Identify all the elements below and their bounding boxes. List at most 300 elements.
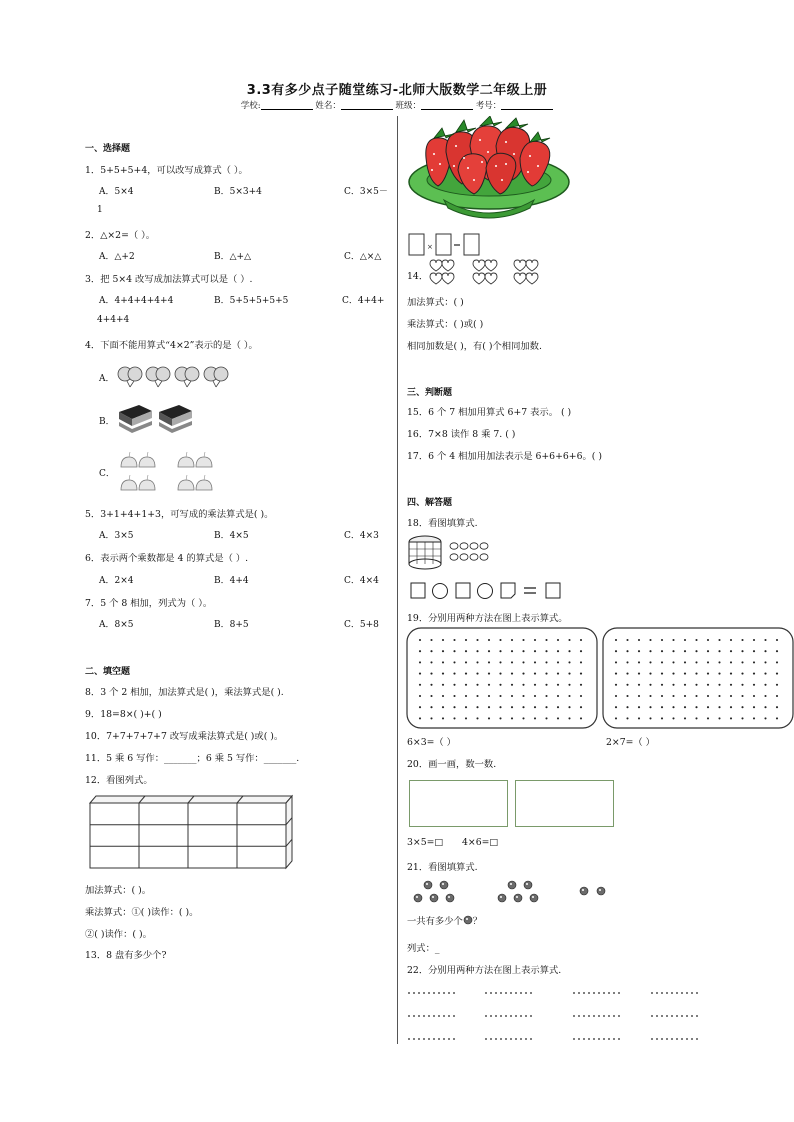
row-dot xyxy=(588,1038,590,1040)
grid-dot xyxy=(522,706,524,708)
grid-dot xyxy=(465,706,467,708)
row-dot xyxy=(453,1038,455,1040)
grid-dot xyxy=(476,695,478,697)
exam-no-blank[interactable] xyxy=(501,100,553,110)
grid-dot xyxy=(615,661,617,663)
q5-stem: 5．3+1+4+1+3，可写成的乘法算式是( )。 xyxy=(85,509,274,520)
row-dot xyxy=(510,992,512,994)
grid-dot xyxy=(499,684,501,686)
section-solve-heading: 四、解答题 xyxy=(407,498,453,508)
grid-dot xyxy=(545,684,547,686)
grid-dot xyxy=(695,650,697,652)
row-dot xyxy=(696,1015,698,1017)
q6-option-b[interactable]: B．4+4 xyxy=(214,576,249,586)
row-dot xyxy=(505,992,507,994)
row-dot xyxy=(578,992,580,994)
row-dot xyxy=(515,1015,517,1017)
row-dot xyxy=(573,992,575,994)
grid-dot xyxy=(695,673,697,675)
q1-option-b[interactable]: B．5×3+4 xyxy=(214,187,262,197)
grid-dot xyxy=(568,684,570,686)
grid-dot xyxy=(419,650,421,652)
grid-dot xyxy=(753,695,755,697)
q9-stem: 9．18=8×( )+( ) xyxy=(85,709,162,720)
grid-dot xyxy=(557,717,559,719)
grid-dot xyxy=(707,650,709,652)
q22-stem: 22．分别用两种方法在图上表示算式. xyxy=(407,965,562,976)
q18-answer-boxes[interactable] xyxy=(410,581,570,601)
grid-dot xyxy=(718,650,720,652)
q4-option-a[interactable]: A． xyxy=(99,374,115,384)
grid-dot xyxy=(764,695,766,697)
grid-dot xyxy=(730,695,732,697)
grid-dot xyxy=(534,695,536,697)
q22-dot-rows[interactable] xyxy=(408,985,708,1047)
grid-dot xyxy=(465,717,467,719)
row-dot xyxy=(530,992,532,994)
grid-dot xyxy=(557,706,559,708)
grid-dot xyxy=(557,639,559,641)
row-dot xyxy=(578,1038,580,1040)
grid-dot xyxy=(626,684,628,686)
grid-dot xyxy=(672,706,674,708)
q6-stem: 6．表示两个乘数都是 4 的算式是（ ）. xyxy=(85,553,249,564)
grid-dot xyxy=(534,684,536,686)
q8-stem: 8．3 个 2 相加，加法算式是( )，乘法算式是( ). xyxy=(85,687,284,698)
row-dot xyxy=(691,1015,693,1017)
row-dot xyxy=(573,1038,575,1040)
grid-dot xyxy=(568,717,570,719)
grid-dot xyxy=(476,706,478,708)
row-dot xyxy=(573,1015,575,1017)
row-dot xyxy=(676,1015,678,1017)
grid-dot xyxy=(499,639,501,641)
q3-option-b[interactable]: B．5+5+5+5+5 xyxy=(214,296,289,306)
row-dot xyxy=(448,992,450,994)
grid-dot xyxy=(695,695,697,697)
grid-dot xyxy=(776,661,778,663)
row-dot xyxy=(656,992,658,994)
q4-stem: 4．下面不能用算式“4×2”表示的是（ ）。 xyxy=(85,340,258,351)
q19-dot-grids[interactable] xyxy=(406,627,794,729)
grid-dot xyxy=(568,639,570,641)
q21-stem: 21．看图填算式. xyxy=(407,862,478,873)
grid-dot xyxy=(511,695,513,697)
row-dot xyxy=(428,1038,430,1040)
grid-dot xyxy=(707,717,709,719)
grid-dot xyxy=(776,684,778,686)
q4-b-books-image xyxy=(116,402,196,436)
grid-dot xyxy=(499,673,501,675)
q1-option-c-cont: 1 xyxy=(97,205,103,215)
row-dot xyxy=(520,1015,522,1017)
grid-dot xyxy=(684,706,686,708)
grid-dot xyxy=(488,706,490,708)
grid-dot xyxy=(557,661,559,663)
grid-dot xyxy=(661,684,663,686)
grid-dot xyxy=(649,706,651,708)
row-dot xyxy=(443,1038,445,1040)
row-dot xyxy=(428,992,430,994)
grid-dot xyxy=(453,661,455,663)
grid-dot xyxy=(534,706,536,708)
row-dot xyxy=(686,1015,688,1017)
row-dot xyxy=(530,1038,532,1040)
row-dot xyxy=(613,1038,615,1040)
grid-dot xyxy=(764,650,766,652)
grid-dot xyxy=(741,661,743,663)
row-dot xyxy=(525,1015,527,1017)
grid-dot xyxy=(465,695,467,697)
grid-dot xyxy=(442,661,444,663)
grid-dot xyxy=(488,684,490,686)
grid-dot xyxy=(615,706,617,708)
grid-dot xyxy=(580,695,582,697)
grid-dot xyxy=(534,673,536,675)
grid-dot xyxy=(430,706,432,708)
grid-dot xyxy=(741,695,743,697)
grid-dot xyxy=(626,650,628,652)
row-dot xyxy=(651,1038,653,1040)
grid-dot xyxy=(741,717,743,719)
row-dot xyxy=(510,1038,512,1040)
q18-steamer-buns-image xyxy=(408,534,498,570)
class-label: 班级： xyxy=(395,101,422,111)
row-dot xyxy=(608,992,610,994)
row-dot xyxy=(515,992,517,994)
grid-dot xyxy=(684,639,686,641)
grid-dot xyxy=(730,661,732,663)
row-dot xyxy=(443,1015,445,1017)
q2-option-b[interactable]: B．△+△ xyxy=(214,252,251,262)
q3-option-a[interactable]: A．4+4+4+4+4 xyxy=(99,296,174,306)
grid-dot xyxy=(695,639,697,641)
q4-a-balloons-image xyxy=(116,362,234,388)
grid-dot xyxy=(511,661,513,663)
grid-dot xyxy=(430,695,432,697)
grid-dot xyxy=(499,706,501,708)
row-dot xyxy=(666,1038,668,1040)
row-dot xyxy=(433,992,435,994)
row-dot xyxy=(608,1015,610,1017)
grid-dot xyxy=(557,673,559,675)
q21-question-end: ？ xyxy=(472,916,483,927)
row-dot xyxy=(696,1038,698,1040)
row-dot xyxy=(593,992,595,994)
grid-dot xyxy=(545,717,547,719)
q19-right-dot-grid xyxy=(603,628,793,728)
q13-answer-boxes[interactable] xyxy=(408,233,484,257)
grid-dot xyxy=(453,639,455,641)
q7-option-b[interactable]: B．8+5 xyxy=(214,620,249,630)
grid-dot xyxy=(684,684,686,686)
grid-dot xyxy=(580,650,582,652)
q20-right-drawing-box[interactable] xyxy=(515,780,614,827)
grid-dot xyxy=(488,673,490,675)
grid-dot xyxy=(684,717,686,719)
grid-dot xyxy=(638,684,640,686)
grid-dot xyxy=(661,661,663,663)
q17-stem: 17．6 个 4 相加用加法表示是 6+6+6+6。( ) xyxy=(407,451,602,462)
grid-dot xyxy=(534,661,536,663)
grid-dot xyxy=(741,706,743,708)
grid-dot xyxy=(580,717,582,719)
row-dot xyxy=(681,1038,683,1040)
grid-dot xyxy=(453,684,455,686)
grid-dot xyxy=(695,661,697,663)
grid-dot xyxy=(718,695,720,697)
grid-dot xyxy=(661,639,663,641)
q16-stem: 16．7×8 读作 8 乘 7. ( ) xyxy=(407,429,516,440)
row-dot xyxy=(438,1015,440,1017)
grid-dot xyxy=(672,639,674,641)
grid-dot xyxy=(615,684,617,686)
q20-left-formula: 3×5=□ xyxy=(407,837,444,848)
grid-dot xyxy=(545,639,547,641)
grid-dot xyxy=(615,639,617,641)
grid-dot xyxy=(649,661,651,663)
grid-dot xyxy=(545,650,547,652)
grid-dot xyxy=(545,706,547,708)
grid-dot xyxy=(753,717,755,719)
grid-dot xyxy=(488,695,490,697)
grid-dot xyxy=(499,650,501,652)
name-label: 姓名： xyxy=(315,101,341,111)
row-dot xyxy=(583,1015,585,1017)
row-dot xyxy=(408,1038,410,1040)
row-dot xyxy=(505,1038,507,1040)
grid-dot xyxy=(776,717,778,719)
row-dot xyxy=(423,992,425,994)
grid-dot xyxy=(638,673,640,675)
row-dot xyxy=(656,1038,658,1040)
grid-dot xyxy=(718,639,720,641)
row-dot xyxy=(681,992,683,994)
grid-dot xyxy=(476,684,478,686)
row-dot xyxy=(438,1038,440,1040)
q20-left-drawing-box[interactable] xyxy=(409,780,508,827)
row-dot xyxy=(418,992,420,994)
grid-dot xyxy=(488,661,490,663)
grid-dot xyxy=(615,650,617,652)
grid-dot xyxy=(649,673,651,675)
grid-dot xyxy=(730,673,732,675)
grid-dot xyxy=(522,695,524,697)
row-dot xyxy=(423,1015,425,1017)
row-dot xyxy=(598,1038,600,1040)
grid-dot xyxy=(430,684,432,686)
grid-dot xyxy=(649,695,651,697)
row-dot xyxy=(588,1015,590,1017)
q7-option-c[interactable]: C．5+8 xyxy=(344,620,379,630)
grid-dot xyxy=(476,673,478,675)
grid-dot xyxy=(465,650,467,652)
grid-dot xyxy=(672,717,674,719)
svg-text:×: × xyxy=(427,243,433,251)
grid-dot xyxy=(672,650,674,652)
grid-dot xyxy=(568,673,570,675)
grid-dot xyxy=(430,661,432,663)
row-dot xyxy=(413,992,415,994)
grid-dot xyxy=(442,695,444,697)
section-judge-heading: 三、判断题 xyxy=(407,388,453,398)
grid-dot xyxy=(430,717,432,719)
grid-dot xyxy=(730,684,732,686)
grid-dot xyxy=(442,684,444,686)
q1-option-a[interactable]: A．5×4 xyxy=(99,187,134,197)
row-dot xyxy=(618,992,620,994)
q2-stem: 2．△×2=（ ）。 xyxy=(85,230,156,241)
row-dot xyxy=(676,1038,678,1040)
q5-option-c[interactable]: C．4×3 xyxy=(344,531,379,541)
q3-option-c[interactable]: C．4+4+ xyxy=(342,296,385,306)
grid-dot xyxy=(453,650,455,652)
q4-option-b[interactable]: B． xyxy=(99,417,115,427)
row-dot xyxy=(598,992,600,994)
grid-dot xyxy=(626,695,628,697)
grid-dot xyxy=(522,684,524,686)
row-dot xyxy=(423,1038,425,1040)
grid-dot xyxy=(419,706,421,708)
grid-dot xyxy=(534,717,536,719)
grid-dot xyxy=(718,673,720,675)
grid-dot xyxy=(476,650,478,652)
row-dot xyxy=(448,1038,450,1040)
row-dot xyxy=(651,1015,653,1017)
class-blank[interactable] xyxy=(421,100,473,110)
grid-dot xyxy=(626,673,628,675)
grid-dot xyxy=(499,717,501,719)
row-dot xyxy=(418,1038,420,1040)
grid-dot xyxy=(419,684,421,686)
row-dot xyxy=(691,992,693,994)
q5-option-a[interactable]: A．3×5 xyxy=(99,531,134,541)
row-dot xyxy=(408,992,410,994)
row-dot xyxy=(671,1015,673,1017)
q2-option-c[interactable]: C．△×△ xyxy=(344,252,382,262)
row-dot xyxy=(505,1015,507,1017)
grid-dot xyxy=(695,717,697,719)
grid-dot xyxy=(730,717,732,719)
grid-dot xyxy=(638,695,640,697)
grid-dot xyxy=(453,673,455,675)
grid-dot xyxy=(684,695,686,697)
grid-dot xyxy=(522,650,524,652)
grid-dot xyxy=(580,673,582,675)
grid-dot xyxy=(615,695,617,697)
row-dot xyxy=(671,1038,673,1040)
q6-option-a[interactable]: A．2×4 xyxy=(99,576,134,586)
name-blank[interactable] xyxy=(341,100,393,110)
grid-dot xyxy=(568,706,570,708)
column-divider xyxy=(397,116,398,1044)
q6-option-c[interactable]: C．4×4 xyxy=(344,576,379,586)
q13-strawberry-plate-image xyxy=(406,116,572,224)
row-dot xyxy=(495,1015,497,1017)
row-dot xyxy=(686,992,688,994)
grid-dot xyxy=(718,684,720,686)
grid-dot xyxy=(718,717,720,719)
grid-dot xyxy=(419,695,421,697)
q13-stem: 13．8 盘有多少个? xyxy=(85,950,167,961)
grid-dot xyxy=(511,673,513,675)
grid-dot xyxy=(707,706,709,708)
grid-dot xyxy=(764,639,766,641)
grid-dot xyxy=(430,673,432,675)
row-dot xyxy=(696,992,698,994)
grid-dot xyxy=(695,684,697,686)
row-dot xyxy=(520,992,522,994)
q20-stem: 20．画一画，数一数. xyxy=(407,759,497,770)
row-dot xyxy=(525,992,527,994)
grid-dot xyxy=(615,673,617,675)
grid-dot xyxy=(753,706,755,708)
q11-stem: 11．5 乘 6 写作：_______；6 乘 5 写作：_______. xyxy=(85,753,300,764)
row-dot xyxy=(490,1015,492,1017)
q2-option-a[interactable]: A．△+2 xyxy=(99,252,135,262)
row-dot xyxy=(666,1015,668,1017)
grid-dot xyxy=(580,706,582,708)
grid-dot xyxy=(718,706,720,708)
grid-dot xyxy=(580,661,582,663)
grid-dot xyxy=(649,650,651,652)
q7-stem: 7．5 个 8 相加，列式为（ ）。 xyxy=(85,598,213,609)
grid-dot xyxy=(442,673,444,675)
q1-stem: 1．5+5+5+4，可以改写成算式（ ）。 xyxy=(85,165,248,176)
row-dot xyxy=(583,992,585,994)
row-dot xyxy=(495,1038,497,1040)
grid-dot xyxy=(661,717,663,719)
grid-dot xyxy=(545,695,547,697)
row-dot xyxy=(651,992,653,994)
grid-dot xyxy=(626,706,628,708)
q5-option-b[interactable]: B．4×5 xyxy=(214,531,249,541)
q1-option-c[interactable]: C．3×5－ xyxy=(344,187,388,197)
grid-dot xyxy=(730,650,732,652)
q14-stem: 14． xyxy=(407,271,429,282)
grid-dot xyxy=(672,695,674,697)
grid-dot xyxy=(741,673,743,675)
q4-option-c[interactable]: C． xyxy=(99,469,115,479)
row-dot xyxy=(681,1015,683,1017)
row-dot xyxy=(530,1015,532,1017)
row-dot xyxy=(671,992,673,994)
grid-dot xyxy=(718,661,720,663)
grid-dot xyxy=(695,706,697,708)
grid-dot xyxy=(465,661,467,663)
row-dot xyxy=(448,1015,450,1017)
grid-dot xyxy=(753,639,755,641)
row-dot xyxy=(593,1015,595,1017)
grid-dot xyxy=(511,717,513,719)
q3-option-c-cont: 4+4+4 xyxy=(97,315,130,325)
school-blank[interactable] xyxy=(261,100,313,110)
grid-dot xyxy=(511,706,513,708)
row-dot xyxy=(418,1015,420,1017)
row-dot xyxy=(676,992,678,994)
row-dot xyxy=(453,1015,455,1017)
grid-dot xyxy=(522,661,524,663)
q21-formula-line: 列式：_ xyxy=(407,943,440,954)
q7-option-a[interactable]: A．8×5 xyxy=(99,620,134,630)
row-dot xyxy=(413,1038,415,1040)
q12-multiplication-line: 乘法算式：①( )读作：( )。 xyxy=(85,907,199,918)
row-dot xyxy=(603,1015,605,1017)
q12-stem: 12．看图列式。 xyxy=(85,775,153,786)
q21-question-text: 一共有多少个 xyxy=(407,916,463,927)
grid-dot xyxy=(753,661,755,663)
row-dot xyxy=(438,992,440,994)
